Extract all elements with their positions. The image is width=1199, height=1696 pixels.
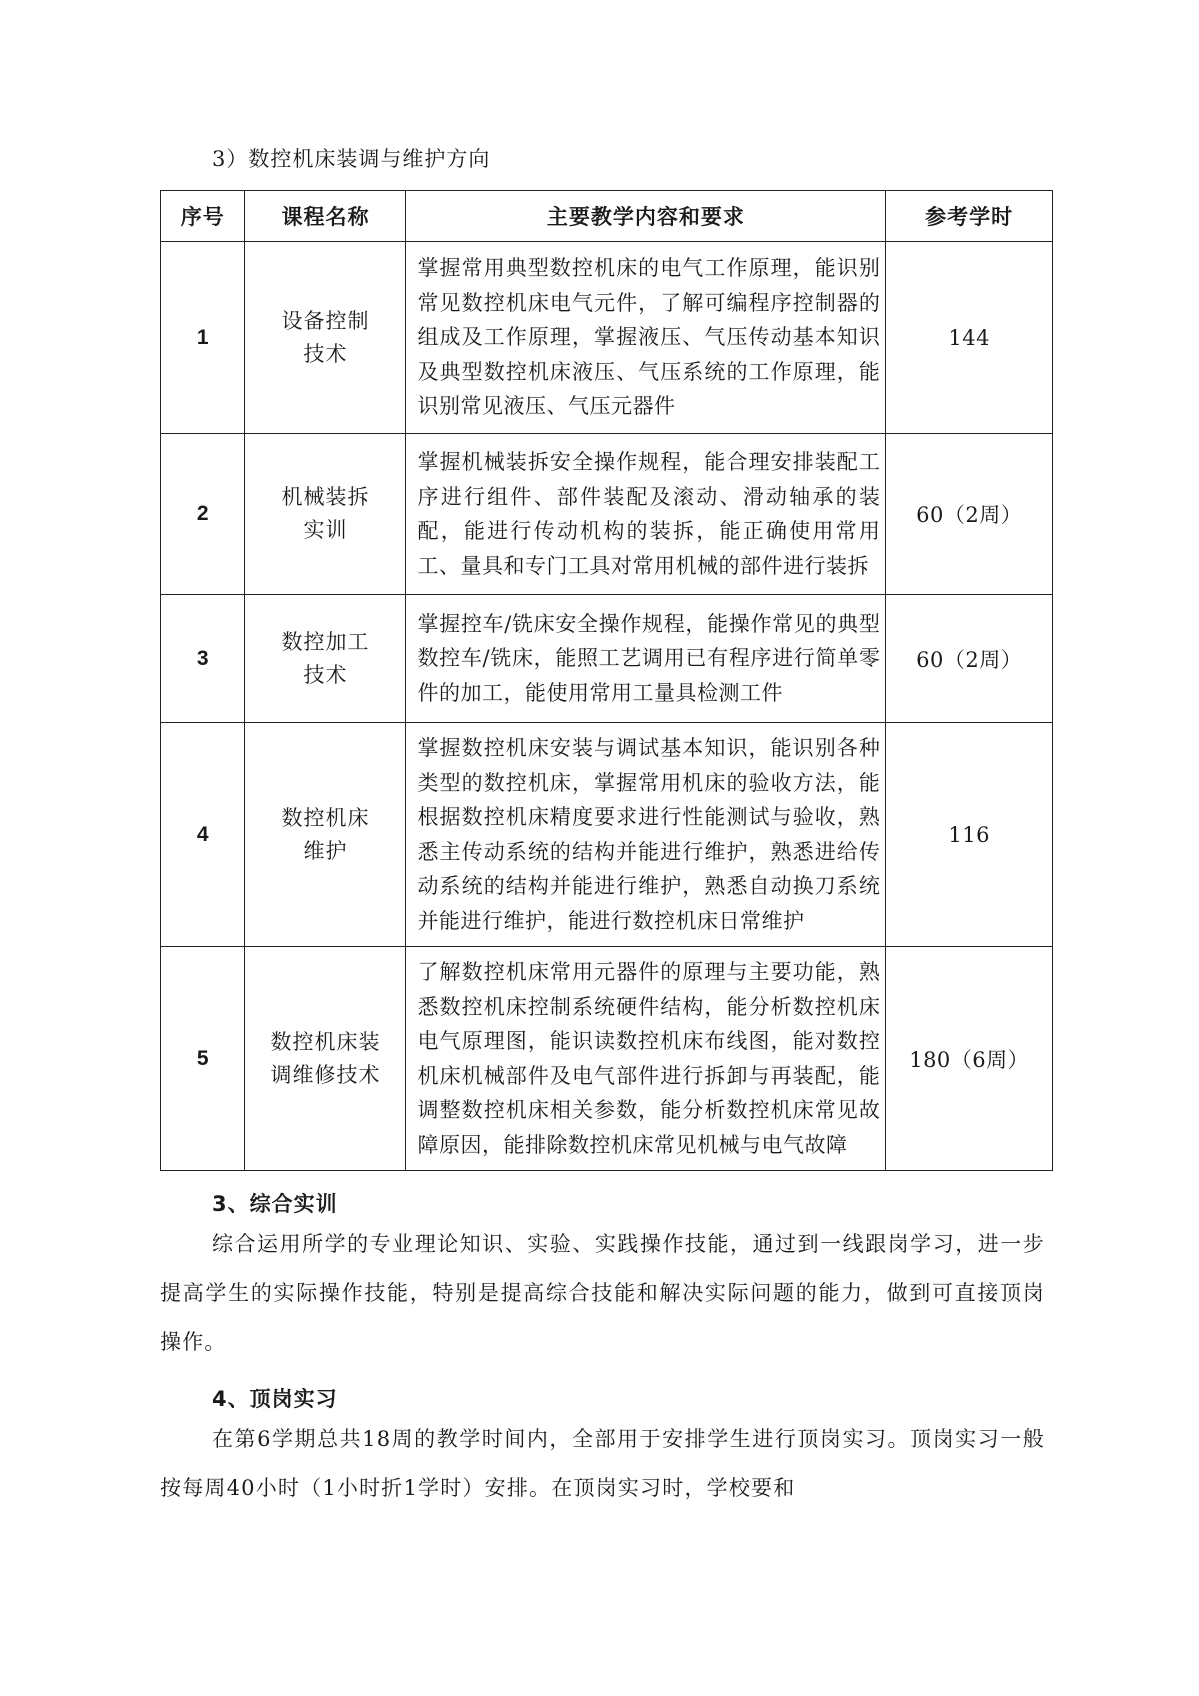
course-name — [245, 947, 406, 1171]
course-name — [245, 723, 406, 947]
header-course-name: 课程名称 — [245, 191, 406, 242]
course-hours: 60（2周） — [886, 434, 1053, 595]
course-content: 掌握控车/铣床安全操作规程，能操作常见的典型数控车/铣床，能照工艺调用已有程序进行简单零件的加工，能使用常用工量具检测工件 — [406, 595, 886, 723]
course-name-line: 设备控制 — [281, 308, 370, 333]
table-caption: 3）数控机床装调与维护方向 — [212, 147, 491, 171]
course-name-line: 技术 — [303, 341, 348, 366]
header-hours: 参考学时 — [886, 191, 1053, 242]
course-hours: 116 — [886, 723, 1053, 947]
course-name — [245, 595, 406, 723]
course-name-line: 数控加工 — [281, 629, 370, 654]
section-paragraph-internship: 在第6学期总共18周的教学时间内，全部用于安排学生进行顶岗实习。顶岗实习一般按每周40小时（1小时折1学时）安排。在顶岗实习时，学校要和 — [160, 1427, 1045, 1500]
course-content: 掌握机械装拆安全操作规程，能合理安排装配工序进行组件、部件装配及滚动、滑动轴承的装配，能进行传动机构的装拆，能正确使用常用工、量具和专门工具对常用机械的部件进行装拆 — [406, 434, 886, 595]
table-header-row — [161, 191, 1053, 242]
table-row — [161, 595, 1053, 723]
course-table — [160, 190, 1053, 1171]
header-content: 主要教学内容和要求 — [406, 191, 886, 242]
table-row — [161, 242, 1053, 434]
course-hours: 180（6周） — [886, 947, 1053, 1171]
row-number: 3 — [161, 595, 245, 723]
table-row — [161, 434, 1053, 595]
course-hours: 60（2周） — [886, 595, 1053, 723]
course-name-line: 技术 — [303, 662, 348, 687]
course-name-line: 数控机床装 — [270, 1029, 381, 1054]
section-paragraph-comprehensive-training: 综合运用所学的专业理论知识、实验、实践操作技能，通过到一线跟岗学习，进一步提高学生的实际操作技能，特别是提高综合技能和解决实际问题的能力，做到可直接顶岗操作。 — [160, 1232, 1045, 1354]
course-name-line: 调维修技术 — [270, 1062, 381, 1087]
section-heading-comprehensive-training: 3、综合实训 — [212, 1192, 338, 1216]
course-content: 掌握常用典型数控机床的电气工作原理，能识别常见数控机床电气元件，了解可编程序控制器的组成及工作原理，掌握液压、气压传动基本知识及典型数控机床液压、气压系统的工作原理，能识别常见液压、气压元器件 — [406, 242, 886, 434]
course-hours: 144 — [886, 242, 1053, 434]
course-name — [245, 434, 406, 595]
row-number: 1 — [161, 242, 245, 434]
course-content: 了解数控机床常用元器件的原理与主要功能，熟悉数控机床控制系统硬件结构，能分析数控机床电气原理图，能识读数控机床布线图，能对数控机床机械部件及电气部件进行拆卸与再装配，能调整数控机床相关参数，能分析数控机床常见故障原因，能排除数控机床常见机械与电气故障 — [406, 947, 886, 1171]
section-heading-internship: 4、顶岗实习 — [212, 1387, 338, 1411]
header-index: 序号 — [161, 191, 245, 242]
course-name-line: 维护 — [303, 838, 348, 863]
table-row — [161, 723, 1053, 947]
course-name — [245, 242, 406, 434]
row-number: 4 — [161, 723, 245, 947]
row-number: 5 — [161, 947, 245, 1171]
row-number: 2 — [161, 434, 245, 595]
course-content: 掌握数控机床安装与调试基本知识，能识别各种类型的数控机床，掌握常用机床的验收方法，能根据数控机床精度要求进行性能测试与验收，熟悉主传动系统的结构并能进行维护，熟悉进给传动系统的结构并能进行维护，熟悉自动换刀系统并能进行维护，能进行数控机床日常维护 — [406, 723, 886, 947]
course-name-line: 实训 — [303, 518, 348, 542]
course-name-line: 机械装拆 — [281, 485, 370, 509]
table-row — [161, 947, 1053, 1171]
course-name-line: 数控机床 — [281, 805, 370, 830]
